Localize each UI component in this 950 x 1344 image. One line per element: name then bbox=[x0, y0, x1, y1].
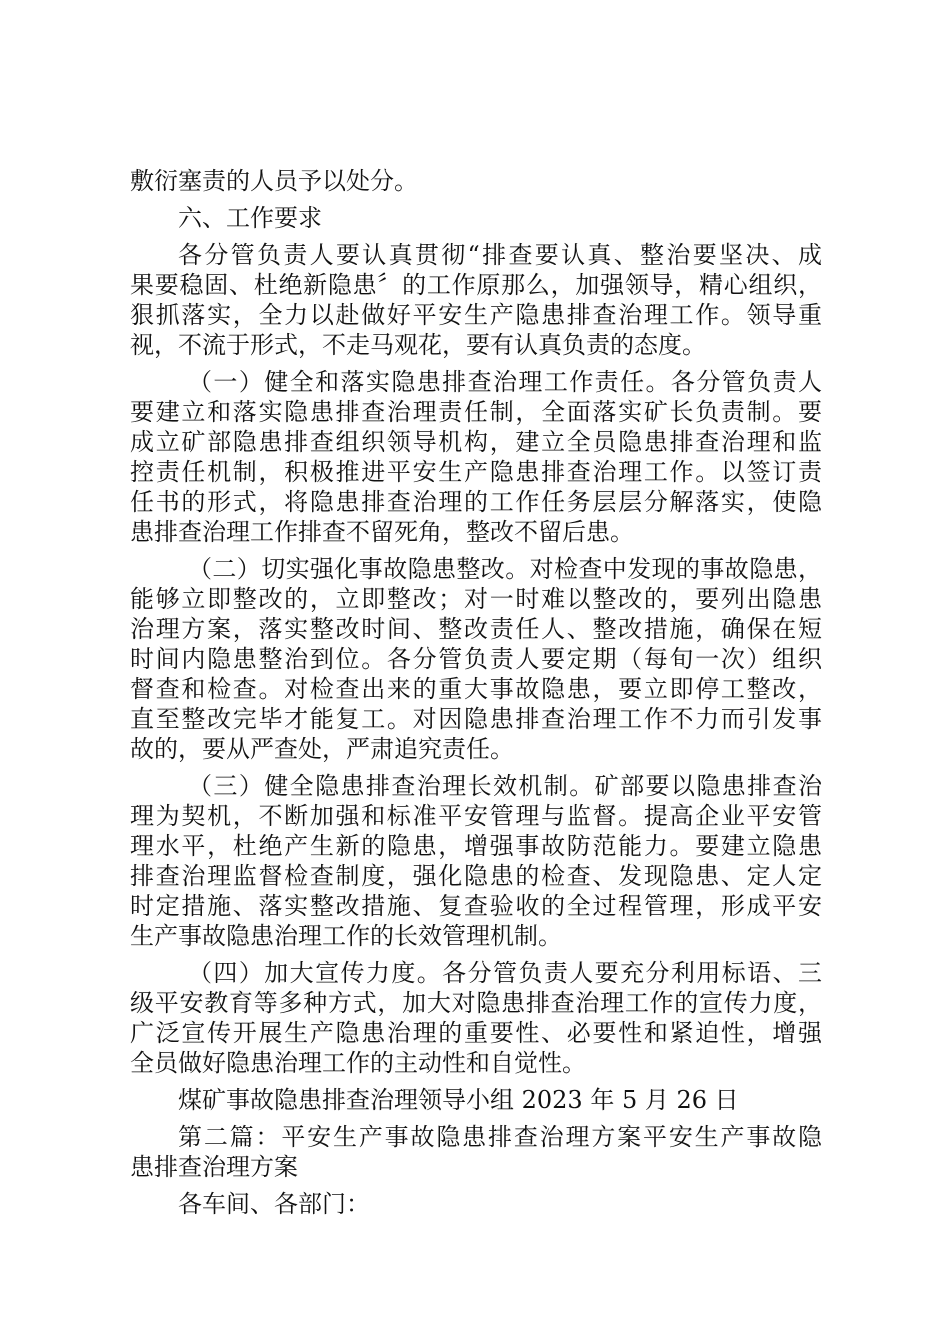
text-line: 成立矿部隐患排查组织领导机构，建立全员隐患排查治理和监 bbox=[130, 428, 822, 456]
text-line: 能够立即整改的，立即整改；对一时难以整改的，要列出隐患 bbox=[130, 585, 822, 613]
text-line: （四）加大宣传力度。各分管负责人要充分利用标语、三 bbox=[188, 959, 822, 987]
text-line: 患排查治理方案 bbox=[130, 1153, 298, 1181]
para-item-four bbox=[130, 958, 822, 1078]
text-line: 故的，要从严查处，严肃追究责任。 bbox=[130, 735, 514, 763]
text-line: 排查治理监督检查制度，强化隐患的检查、发现隐患、定人定 bbox=[130, 862, 822, 890]
para-item-one bbox=[130, 367, 822, 547]
para-item-three bbox=[130, 771, 822, 951]
text-line: 级平安教育等多种方式，加大对隐患排查治理工作的宣传力度， bbox=[130, 989, 822, 1017]
text-line: 理为契机，不断加强和标准平安管理与监督。提高企业平安管 bbox=[130, 802, 822, 830]
text-line: 时定措施、落实整改措施、复查验收的全过程管理，形成平安 bbox=[130, 892, 822, 920]
text-line: 各分管负责人要认真贯彻“排查要认真、整治要坚决、成 bbox=[178, 241, 822, 269]
text-line: 狠抓落实，全力以赴做好平安生产隐患排查治理工作。领导重 bbox=[130, 301, 822, 329]
text-line: 广泛宣传开展生产隐患治理的重要性、必要性和紧迫性，增强 bbox=[130, 1019, 822, 1047]
text-line: 直至整改完毕才能复工。对因隐患排查治理工作不力而引发事 bbox=[130, 705, 822, 733]
para-continuation bbox=[130, 166, 822, 196]
text-line: 控责任机制，积极推进平安生产隐患排查治理工作。以签订责 bbox=[130, 458, 822, 486]
text-line: 时间内隐患整治到位。各分管负责人要定期（每旬一次）组织 bbox=[130, 645, 822, 673]
text-line: 督查和检查。对检查出来的重大事故隐患，要立即停工整改， bbox=[130, 675, 822, 703]
text-line: 六、工作要求 bbox=[178, 204, 322, 232]
para-item-two bbox=[130, 554, 822, 764]
text-line: 第二篇：平安生产事故隐患排查治理方案平安生产事故隐 bbox=[178, 1123, 822, 1151]
text-line: 生产事故隐患治理工作的长效管理机制。 bbox=[130, 922, 562, 950]
text-line: 果要稳固、杜绝新隐患〞的工作原那么，加强领导，精心组织， bbox=[130, 271, 822, 299]
text-line: 煤矿事故隐患排查治理领导小组 2023 年 5 月 26 日 bbox=[178, 1086, 739, 1114]
para-second-title bbox=[130, 1122, 822, 1182]
text-line: 全员做好隐患治理工作的主动性和自觉性。 bbox=[130, 1049, 586, 1077]
text-line: （三）健全隐患排查治理长效机制。矿部要以隐患排查治 bbox=[188, 772, 822, 800]
text-line: 理水平，杜绝产生新的隐患，增强事故防范能力。要建立隐患 bbox=[130, 832, 822, 860]
para-requirements-intro bbox=[130, 240, 822, 360]
text-line: 敷衍塞责的人员予以处分。 bbox=[130, 167, 418, 195]
heading-six bbox=[130, 203, 822, 233]
para-salutation bbox=[130, 1189, 822, 1219]
text-line: 要建立和落实隐患排查治理责任制，全面落实矿长负责制。要 bbox=[130, 398, 822, 426]
document-body bbox=[130, 166, 822, 1226]
text-line: 治理方案，落实整改时间、整改责任人、整改措施，确保在短 bbox=[130, 615, 822, 643]
text-line: 患排查治理工作排查不留死角，整改不留后患。 bbox=[130, 518, 634, 546]
para-signature bbox=[130, 1085, 822, 1115]
text-line: 视，不流于形式，不走马观花，要有认真负责的态度。 bbox=[130, 331, 706, 359]
text-line: （一）健全和落实隐患排查治理工作责任。各分管负责人 bbox=[188, 368, 822, 396]
text-line: 任书的形式，将隐患排查治理的工作任务层层分解落实，使隐 bbox=[130, 488, 822, 516]
text-line: 各车间、各部门： bbox=[178, 1190, 370, 1218]
text-line: （二）切实强化事故隐患整改。对检查中发现的事故隐患， bbox=[188, 555, 822, 583]
